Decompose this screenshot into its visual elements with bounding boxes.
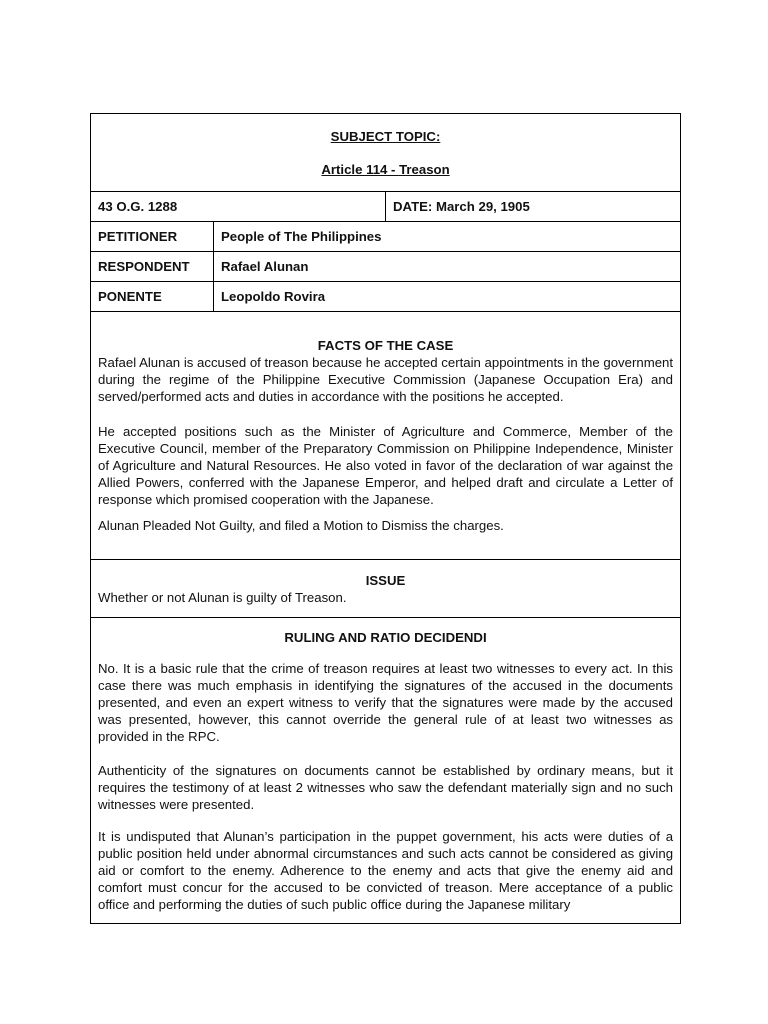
issue-text: Whether or not Alunan is guilty of Treason. [98,589,347,605]
case-digest-table [90,113,681,924]
ruling-paragraph-1: No. It is a basic rule that the crime of treason requires at least two witnesses to every act. In this case there was much emphasis in identifying the signatures of the accused in the documents presented, and even an expert witness to verify that the signatures were made by the accused was presented, however, this cannot override the general rule of at least two witnesses as provided in the RPC. [98,660,674,744]
case-date: DATE: March 29, 1905 [386,192,681,222]
issue-row [91,560,681,618]
petitioner-label: PETITIONER [91,222,214,252]
ruling-row [91,618,681,924]
citation-row [91,192,681,222]
petitioner-row [91,222,681,252]
petitioner-value: People of The Philippines [214,222,681,252]
ponente-value: Leopoldo Rovira [214,282,681,312]
ruling-paragraph-2: Authenticity of the signatures on documents cannot be established by ordinary means, but it requires the testimony of at least 2 witnesses who saw the defendant materially sign and no such witnesses were presented. [98,762,674,812]
subject-topic-label: SUBJECT TOPIC: [330,128,441,144]
facts-title: FACTS OF THE CASE [317,338,454,353]
subject-row [91,114,681,192]
subject-topic-value: Article 114 - Treason [321,161,450,177]
subject-cell [91,114,681,192]
facts-paragraph-2: He accepted positions such as the Minister of Agriculture and Commerce, Member of the Executive Council, member of the Preparatory Commission on Philippine Independence, Minister of Agriculture and Natural Resources. He also voted in favor of the declaration of war against the Allied Powers, conferred with the Japanese Emperor, and helped draft and circulate a Letter of response which promised cooperation with the Japanese. [98,424,674,507]
issue-title: ISSUE [365,572,406,588]
ruling-paragraph-3: It is undisputed that Alunan’s participation in the puppet government, his acts were duties of a public position held under abnormal circumstances and such acts cannot be considered as giving aid or comfort to the enemy. Adherence to the enemy and acts that give the enemy aid and comfort must concur for the accused to be convicted of treason. Mere acceptance of a public office and performing the duties of such public office during the Japanese military [98,828,674,912]
ruling-section [91,618,681,924]
ponente-label: PONENTE [91,282,214,312]
facts-paragraph-1: Rafael Alunan is accused of treason because he accepted certain appointments in the government during the regime of the Philippine Executive Commission (Japanese Occupation Era) and served/performed acts and duties in accordance with the positions he accepted. [98,355,674,404]
issue-section [91,560,681,618]
respondent-row [91,252,681,282]
respondent-label: RESPONDENT [91,252,214,282]
ruling-title: RULING AND RATIO DECIDENDI [284,629,487,645]
ponente-row [91,282,681,312]
respondent-value: Rafael Alunan [214,252,681,282]
facts-paragraph-3: Alunan Pleaded Not Guilty, and filed a Motion to Dismiss the charges. [98,518,504,533]
facts-section [91,312,681,560]
case-citation: 43 O.G. 1288 [91,192,386,222]
facts-row [91,312,681,560]
